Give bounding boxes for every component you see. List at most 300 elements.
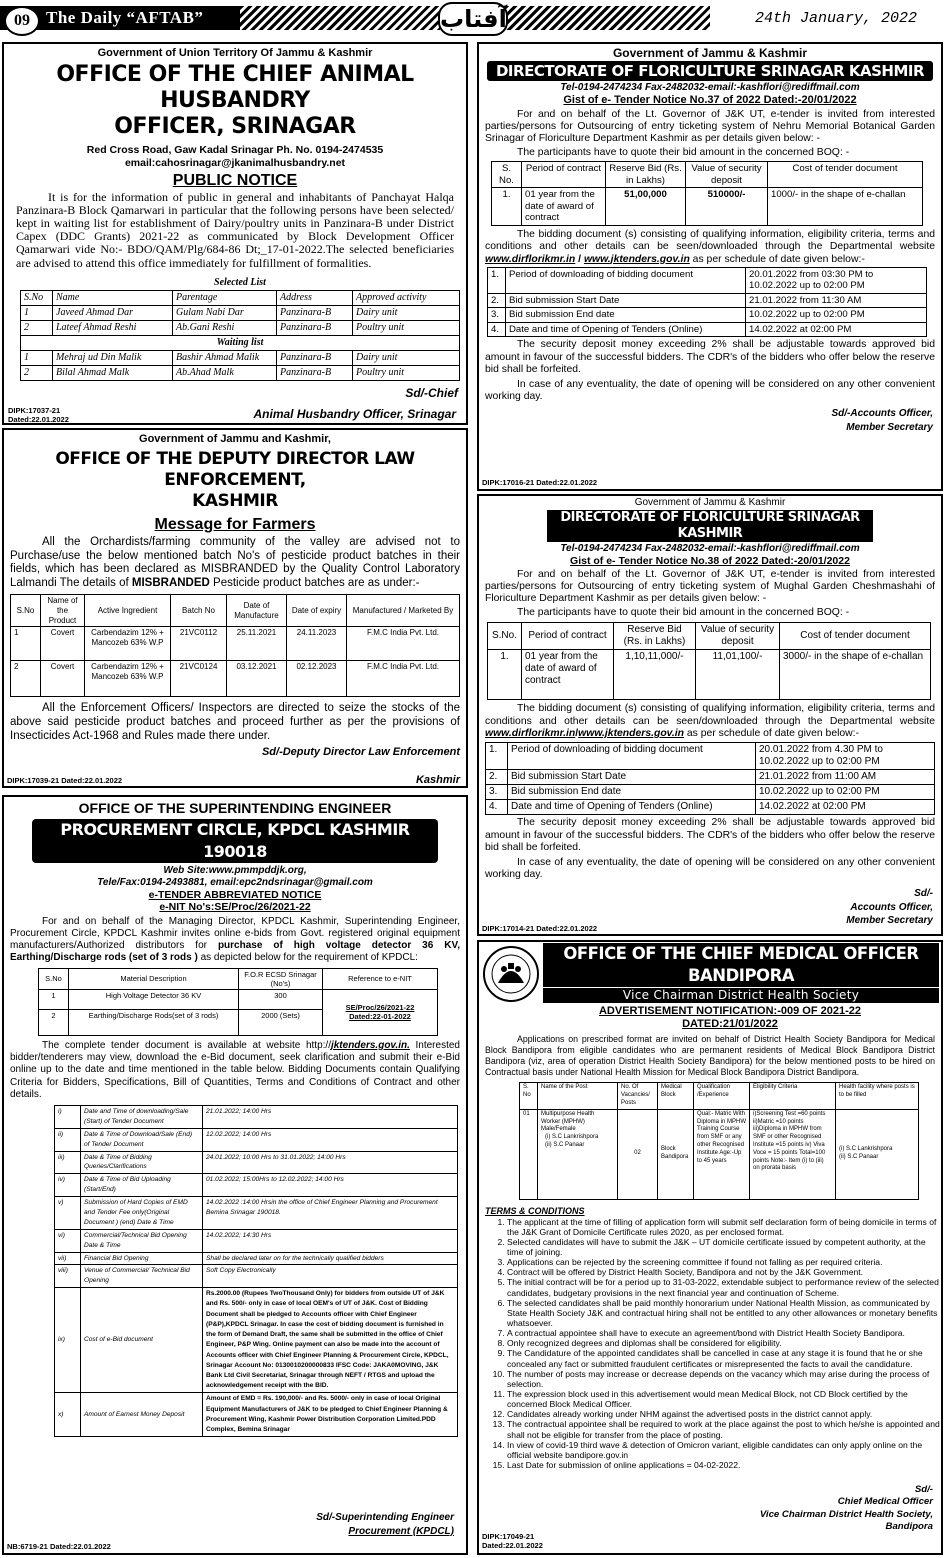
flori2-body-3 xyxy=(479,700,941,740)
cell: Earthing/Discharge Rods(set of 3 rods) xyxy=(69,1009,239,1035)
law-sign-2: Kashmir xyxy=(415,774,460,786)
cmo-post-table xyxy=(519,1082,919,1199)
masthead xyxy=(0,0,945,40)
flori2-website-separator: / xyxy=(575,728,579,740)
cell: Submission of Hard Copies of EMD and Tender Fee only(Original Document ) (end) Date & Time xyxy=(81,1197,203,1230)
cell: Ab.Ahad Malk xyxy=(173,365,277,380)
cmo-dipk xyxy=(482,1532,543,1550)
cell: Venue of Commercial/ Technical Bid Opening xyxy=(81,1265,203,1288)
flori2-body-3b: as per schedule of date given below:- xyxy=(684,728,860,740)
cell: iv) xyxy=(55,1174,81,1197)
table-row xyxy=(21,320,460,335)
cell: 2 xyxy=(21,365,53,380)
cmo-col-qualification: Qualification /Experience xyxy=(694,1083,750,1109)
kpdcl-contact: Tele/Fax:0194-2493881, email:epc2ndsrinagar@gmail.com xyxy=(97,876,373,888)
animal-husbandry-notice xyxy=(2,42,468,425)
cell: 01 year from the date of award of contract xyxy=(522,188,606,226)
cell: vi) xyxy=(55,1229,81,1252)
kpdcl-nit: e-NIT No's:SE/Proc/26/2021-22 xyxy=(159,901,311,914)
law-col-batch: Batch No xyxy=(171,595,227,627)
paper-name: The Daily “AFTAB” xyxy=(46,8,204,27)
cell xyxy=(746,267,927,293)
cell: 1. xyxy=(488,650,522,700)
cmo-advertisement-no: ADVERTISEMENT NOTIFICATION:-009 OF 2021-22 xyxy=(598,1005,861,1017)
cell: Financial Bid Opening xyxy=(81,1252,203,1265)
masthead-hatch-left xyxy=(240,6,440,30)
ahd-title-line-1: OFFICE OF THE CHIEF ANIMAL HUSBANDRY xyxy=(56,62,414,114)
table-row xyxy=(488,322,927,337)
flori2-body-1: For and on behalf of the Lt. Governor of J&K UT, e-tender is invited from interested parties/persons for Outsourcing of entry ticketing system of Mughal Garden Cheshmashahi of Floriculture Department Kashmir as per details given below: - xyxy=(485,568,935,605)
cell: Date and time of Opening of Tenders (Online) xyxy=(506,322,746,337)
cmo-dipk-no: DIPK:17049-21 xyxy=(482,1532,535,1541)
kpdcl-body-2a: The complete tender document is available at website http:// xyxy=(42,1039,331,1051)
cell: Bilal Ahmad Malk xyxy=(53,365,173,380)
cmo-terms-title: TERMS & CONDITIONS xyxy=(485,1205,585,1216)
ahd-sign-2: Animal Husbandry Officer, Srinagar xyxy=(253,407,456,421)
flori1-schedule-table xyxy=(487,267,927,338)
kpdcl-ref-2: Dated:22-01-2022 xyxy=(349,1012,411,1022)
cmo-sign-1: Chief Medical Officer xyxy=(837,1496,933,1508)
flori1-website-link-2[interactable]: www.jktenders.gov.in xyxy=(583,253,690,265)
cell: 02.12.2023 xyxy=(287,661,347,697)
table-row xyxy=(21,305,460,320)
list-item: 4. Contract will be offered by District Health Society, Bandipora and not by the J&K Government. xyxy=(507,1267,941,1277)
cell: 21.01.2022; 14:00 Hrs xyxy=(203,1106,458,1129)
flori2-body-5: In case of any eventuality, the date of opening will be considered on any other convenient working day. xyxy=(485,856,935,881)
table-row xyxy=(55,1174,458,1197)
table-row xyxy=(486,785,935,800)
flori2-website-link-2[interactable]: www.jktenders.gov.in xyxy=(578,728,685,740)
table-row xyxy=(492,188,923,226)
cell: viii) xyxy=(55,1265,81,1288)
cmo-sign-2: Vice Chairman District Health Society, xyxy=(759,1508,933,1520)
kpdcl-body-2 xyxy=(4,1036,466,1101)
flori2-sched-start: 20.01.2022 from 4.30 PM to xyxy=(759,744,883,756)
cell: 2 xyxy=(21,320,53,335)
cell: Javeed Ahmad Dar xyxy=(53,305,173,320)
cell: 51,00,000 xyxy=(606,188,686,226)
cell: 03.12.2021 xyxy=(227,661,287,697)
ahd-col-parentage: Parentage xyxy=(173,290,277,305)
cell: 21.01.2022 from 11:00 AM xyxy=(756,770,935,785)
flori2-sign-0: Sd/- xyxy=(914,888,933,900)
kpdcl-body-2c: Interested bidder/tenderers may view, download the e-Bid document, seek clarification and submit their e-Bid online up to the date and time mentioned in the table below. Bidding Documents contain Qualifying Criteria for Bidders, Specifications, Bill of Quantities, Terms and Conditions of Contract and other details. xyxy=(10,1039,460,1100)
flori1-col-sno: S. No. xyxy=(492,162,522,188)
masthead-hatch-right xyxy=(505,6,710,30)
flori2-bid-table xyxy=(487,622,931,700)
cell: 3000/- in the shape of e-challan xyxy=(780,650,931,700)
kpdcl-col-ref: Reference to e-NIT xyxy=(323,968,438,989)
cell: v) xyxy=(55,1197,81,1230)
cell xyxy=(538,1109,618,1199)
cell: 11,01,100/- xyxy=(696,650,780,700)
cmo-body: Applications on prescribed format are invited on behalf of District Health Society Bandipora for Medical Block Bandipora from eligible candidates who are permanent residents of Medical Block Bandipora District Bandipora (viz, area of operation District Health Society Bandipora) for the below mentioned posts to be hired on Contractual basis under National Health Mission for Medical Block Bandipora District Bandipora. xyxy=(485,1034,935,1078)
cell: Dairy unit xyxy=(353,350,460,365)
table-row xyxy=(488,308,927,323)
flori2-website-link-1[interactable]: www.dirflorikmr.in xyxy=(485,728,576,740)
law-government-line: Government of Jammu and Kashmir, xyxy=(139,433,331,445)
cell: 1,10,11,000/- xyxy=(614,650,696,700)
law-col-expiry: Date of expiry xyxy=(287,595,347,627)
cell: 21VC0112 xyxy=(171,627,227,661)
flori1-col-cost: Cost of tender document xyxy=(768,162,923,188)
cell: Covert xyxy=(41,627,85,661)
ahd-email: email:cahosrinagar@jkanimalhusbandry.net xyxy=(124,156,346,169)
cmo-post-sub-1: (i) S.C Lankrishpora xyxy=(545,1134,599,1141)
cell: Panzinara-B xyxy=(277,365,353,380)
cell: iii) xyxy=(55,1151,81,1174)
flori1-contact: Tel-0194-2474234 Fax-2482032-email:-kashflori@rediffmail.com xyxy=(560,82,860,94)
cell: Carbendazim 12% + Mancozeb 63% W.P xyxy=(85,627,171,661)
ahd-dipk-date: Dated:22.01.2022 xyxy=(8,415,69,424)
cell: 14.02.2022; 14:30 Hrs xyxy=(203,1229,458,1252)
kpdcl-sign-1: Sd/-Superintending Engineer xyxy=(316,1512,454,1523)
kpdcl-title-2: PROCUREMENT CIRCLE, KPDCL KASHMIR 190018 xyxy=(32,819,438,863)
law-title-line-1: OFFICE OF THE DEPUTY DIRECTOR LAW ENFORCEMENT, xyxy=(55,449,415,491)
kpdcl-tender-notice xyxy=(2,795,468,1555)
table-row xyxy=(55,1288,458,1393)
law-col-sno: S.No xyxy=(11,595,41,627)
cell: 21.01.2022 from 11:30 AM xyxy=(746,293,927,308)
flori1-government-line: Government of Jammu & Kashmir xyxy=(612,46,808,60)
flori2-government-line: Government of Jammu & Kashmir xyxy=(634,497,786,508)
cell: Covert xyxy=(41,661,85,697)
ahd-col-address: Address xyxy=(277,290,353,305)
cell: Date and Time of downloading/Sale (Start) of Tender Document xyxy=(81,1106,203,1129)
list-item: 15. Last Date for submission of online applications = 04-02-2022. xyxy=(507,1460,941,1470)
cell: F.M.C India Pvt. Ltd. xyxy=(347,661,460,697)
table-row xyxy=(55,1229,458,1252)
flori1-body-3a: The bidding document (s) consisting of qualifying information, eligibility criteria, terms and conditions and other details can be seen/downloaded through the Departmental website xyxy=(485,228,935,253)
kpdcl-nb: NB:6719-21 Dated:22.01.2022 xyxy=(7,1542,111,1551)
law-body-1 xyxy=(4,534,466,590)
ahd-heading: PUBLIC NOTICE xyxy=(172,172,298,190)
cell: Date & Time of Bidding Queries/Clarifications xyxy=(81,1151,203,1174)
law-body-1b: MISBRANDED xyxy=(131,576,210,589)
kpdcl-sign-2: Procurement (KPDCL) xyxy=(348,1525,454,1537)
list-item: 6. The selected candidates shall be paid monthly honorarium under National Health Mission, as communicated by State Health Society J&K and contractual hiring shall not be entitled to any other allowances or monetary benefits whatsoever. xyxy=(507,1298,941,1328)
cmo-facility-2: (ii) S.C Panaar xyxy=(839,1154,879,1161)
table-row xyxy=(11,661,460,697)
flori1-body-5: In case of any eventuality, the date of opening will be considered on any other convenient working day. xyxy=(485,378,935,403)
list-item: 1. The applicant at the time of filling of application form will submit self declaration form of being domicile in terms of the J&K Grant of Domicile Certificate rules 2020, as per enclosed format. xyxy=(507,1217,941,1237)
cmo-sign-3: Bandipora xyxy=(885,1521,933,1533)
flori2-dipk: DIPK:17014-21 Dated:22.01.2022 xyxy=(482,924,598,933)
flori2-col-sno: S.No. xyxy=(488,623,522,650)
flori2-sign-1: Accounts Officer, xyxy=(850,901,933,913)
list-item: 12. Candidates already working under NHM against the advertised posts in the district cannot apply. xyxy=(507,1409,941,1419)
table-row xyxy=(39,989,438,1009)
cell: Lateef Ahmad Reshi xyxy=(53,320,173,335)
ahd-col-name: Name xyxy=(53,290,173,305)
cmo-col-vacancies: No. Of Vacancies/ Posts xyxy=(618,1083,658,1109)
cell: ii) xyxy=(55,1128,81,1151)
table-row xyxy=(486,800,935,815)
cell: 1000/- in the shape of e-challan xyxy=(768,188,923,226)
cell: Date & Time of Download/Sale (End) of Tender Document xyxy=(81,1128,203,1151)
flori1-bid-table xyxy=(491,161,923,226)
ahd-selected-caption: Selected List xyxy=(21,276,460,291)
cell: Panzinara-B xyxy=(277,305,353,320)
cell: F.M.C India Pvt. Ltd. xyxy=(347,627,460,661)
table-row xyxy=(55,1106,458,1129)
flori1-website-separator: / xyxy=(575,253,584,265)
cell: Panzinara-B xyxy=(277,350,353,365)
cell: Soft Copy Electronically xyxy=(203,1265,458,1288)
table-row xyxy=(55,1393,458,1437)
cell: 300 xyxy=(239,989,323,1009)
cell: Ab.Gani Reshi xyxy=(173,320,277,335)
flori1-body-1: For and on behalf of the Lt. Governor of J&K UT, e-tender is invited from interested parties/persons for Outsourcing of entry ticketing system of Nehru Memorial Botanical Garden Srinagar of Floriculture Department Kashmir as per details given below: - xyxy=(485,108,935,145)
cmo-terms-list xyxy=(479,1217,941,1471)
law-body-2: All the Enforcement Officers/ Inspectors are directed to seize the stocks of the above said pesticide product batches and proceed further as per the provisions of Insecticides Act-1968 and Rules made there under. xyxy=(10,702,460,743)
table-row xyxy=(486,743,935,770)
law-title-line-2: KASHMIR xyxy=(192,491,278,512)
kpdcl-title-1: OFFICE OF THE SUPERINTENDING ENGINEER xyxy=(78,800,392,816)
kpdcl-col-sno: S.No xyxy=(39,968,69,989)
pesticide-table xyxy=(10,594,460,697)
kpdcl-website: Web Site:www.pmmpddjk.org, xyxy=(163,864,307,876)
kpdcl-body-1a: For and on behalf of the Managing Director, KPDCL Kashmir, Superintending Engineer, Procurement Circle, KPDCL Kashmir invites online e-bids from Govt. registered original equipment manufacturers/Authorized distributors for xyxy=(10,915,460,951)
table-row xyxy=(55,1128,458,1151)
cell: Dairy unit xyxy=(353,305,460,320)
cell: Poultry unit xyxy=(353,320,460,335)
cmo-sign-0: Sd/- xyxy=(914,1484,933,1495)
cell: 1. xyxy=(488,267,506,293)
cell: 01.02.2022; 15:00Hrs to 12.02.2022; 14:00 Hrs xyxy=(203,1174,458,1197)
flori1-body-3 xyxy=(479,226,941,266)
kpdcl-col-material: Material Description xyxy=(69,968,239,989)
cell: 21VC0124 xyxy=(171,661,227,697)
flori1-sign-1: Sd/-Accounts Officer, xyxy=(831,408,933,420)
law-col-maker: Manufactured / Marketed By xyxy=(347,595,460,627)
cmo-post-sub-2: (ii) S.C Panaar xyxy=(545,1141,585,1148)
table-row xyxy=(55,1265,458,1288)
cmo-col-sno: S. No xyxy=(520,1083,538,1109)
list-item: 14. In view of covid-19 third wave & detection of Omicron variant, eligible candidates can only apply online on the official website bandipore.gov.in xyxy=(507,1440,941,1460)
flori1-col-security: Value of security deposit xyxy=(686,162,768,188)
cell: 01 year from the date of award of contract xyxy=(522,650,614,700)
cell: Bid submission End date xyxy=(506,308,746,323)
issue-date: 24th January, 2022 xyxy=(755,10,918,27)
flori1-sign xyxy=(479,407,941,434)
cmo-dated: DATED:21/01/2022 xyxy=(682,1018,778,1031)
kpdcl-ref-cell xyxy=(323,989,438,1035)
cell: 510000/- xyxy=(686,188,768,226)
cell: 14.02.2022 :14:00 Hrsin the office of Chief Engineer Planning and Procurement Bemina Srinagar 190018. xyxy=(203,1197,458,1230)
cell: Commercial/Technical Bid Opening Date & Time xyxy=(81,1229,203,1252)
cell: Mehraj ud Din Malik xyxy=(53,350,173,365)
cell: Gulam Nabi Dar xyxy=(173,305,277,320)
cell: 12.02.2022; 14:00 Hrs xyxy=(203,1128,458,1151)
flori1-gist: Gist of e- Tender Notice No.37 of 2022 Dated:-20/01/2022 xyxy=(563,94,857,107)
cell: Cost of e-Bid document xyxy=(81,1288,203,1393)
table-row xyxy=(520,1109,919,1199)
emblem-icon xyxy=(482,945,540,1003)
table-row xyxy=(11,627,460,661)
cell: ix) xyxy=(55,1288,81,1393)
flori1-col-reserve: Reserve Bid (Rs. in Lakhs) xyxy=(606,162,686,188)
cmo-dipk-date: Dated:22.01.2022 xyxy=(482,1541,543,1550)
ahd-dipk-no: DIPK:17037-21 xyxy=(8,406,61,415)
list-item: 5. The initial contract will be for a period up to 31-03-2022, extendable subject to performance review of the selected candidates, budgetary provisions in the next financial year and continuation of Scheme. xyxy=(507,1277,941,1297)
cell: 2000 (Sets) xyxy=(239,1009,323,1035)
ahd-title-line-2: OFFICER, SRINAGAR xyxy=(114,114,356,140)
cell: 2. xyxy=(488,293,506,308)
flori2-body-2: The participants have to quote their bid amount in the concerned BOQ: - xyxy=(517,606,850,618)
cmo-col-eligibility: Eligibility Criteria xyxy=(750,1083,836,1109)
kpdcl-col-for: F.O.R ECSD Srinagar (No's) xyxy=(239,968,323,989)
flori2-sched-end: 10.02.2022 up to 02:00 PM xyxy=(759,756,880,768)
kpdcl-website-link[interactable]: jktenders.gov.in. xyxy=(330,1039,410,1051)
cell: 3. xyxy=(486,785,508,800)
cmo-bandipora-notice xyxy=(477,940,943,1555)
cell: Panzinara-B xyxy=(277,320,353,335)
table-row xyxy=(55,1252,458,1265)
cmo-sign xyxy=(760,1484,933,1534)
cell: Date and time of Opening of Tenders (Online) xyxy=(508,800,756,815)
law-col-manufacture: Date of Manufacture xyxy=(227,595,287,627)
cell: 4. xyxy=(488,322,506,337)
cell: 4. xyxy=(486,800,508,815)
flori1-body-3b: as per schedule of date given below:- xyxy=(689,253,865,265)
cell: Bid submission End date xyxy=(508,785,756,800)
list-item: 8. Only recognized degrees and diplomas shall be considered for eligibility. xyxy=(507,1338,941,1348)
cell: 1 xyxy=(11,627,41,661)
cell: Bid submission Start Date xyxy=(506,293,746,308)
kpdcl-schedule-table xyxy=(54,1105,458,1437)
flori1-sched-start: 20.01.2022 from 03:30 PM to xyxy=(749,268,874,280)
floriculture-notice-37 xyxy=(477,42,943,491)
cell: 2 xyxy=(39,1009,69,1035)
law-enforcement-notice xyxy=(2,428,468,788)
list-item: 7. A contractual appointee shall have to execute an agreement/bond with District Health Society Bandipora. xyxy=(507,1328,941,1338)
cell: 1 xyxy=(21,305,53,320)
kpdcl-body-1c: as depicted below for the requirement of KPDCL: xyxy=(197,951,418,963)
cell: Period of downloading of bidding document xyxy=(506,267,746,293)
table-row xyxy=(488,650,931,700)
page-number: 09 xyxy=(4,6,40,36)
cell: Poultry unit xyxy=(353,365,460,380)
cmo-col-facility: Health facility where posts is to be filled xyxy=(836,1083,919,1109)
cell: i)Screening Test =60 points ii)Matric =10 points iii)Diploma in MPHW from SMF or other Recognised Institute =15 points iv) Viva Voce = 15 points Total=100 points Note:- Item (i) to (iii) on prorata basis xyxy=(750,1109,836,1199)
cell xyxy=(836,1109,919,1199)
cell: 1 xyxy=(39,989,69,1009)
cell: 25.11.2021 xyxy=(227,627,287,661)
ahd-col-sno: S.No xyxy=(21,290,53,305)
cell: vii) xyxy=(55,1252,81,1265)
table-row xyxy=(486,770,935,785)
ahd-address: Red Cross Road, Gaw Kadal Srinagar Ph. No. 0194-2474535 xyxy=(86,144,384,157)
cell: 10.02.2022 up to 02:00 PM xyxy=(746,308,927,323)
list-item: 9. The Candidature of the appointed candidates shall be cancelled in case at any stage it is found that he or she concealed any fact or submitted fraudulent certificates or misrepresented the facts to avail the candidature. xyxy=(507,1348,941,1368)
flori2-col-cost: Cost of tender document xyxy=(780,623,931,650)
list-item: 10. The number of posts may increase or decrease depends on the vacancy which may arise during the process of selection. xyxy=(507,1369,941,1389)
list-item: 13. The contractual appointee shall be required to work at the place against the post to which he/she is appointed and shall not be eligible for transfer from the place of posting. xyxy=(507,1419,941,1439)
list-item: 11. The expression block used in this advertisement would mean Medical Block, not CD Block certified by the concerned Block Medical Officer. xyxy=(507,1389,941,1409)
flori1-website-link-1[interactable]: www.dirflorikmr.in xyxy=(485,253,576,265)
cell: x) xyxy=(55,1393,81,1437)
kpdcl-material-table xyxy=(38,968,438,1036)
flori2-title: DIRECTORATE OF FLORICULTURE SRINAGAR KASHMIR xyxy=(547,510,873,542)
cell: 02 xyxy=(618,1109,658,1199)
law-col-ingredient: Active Ingredient xyxy=(85,595,171,627)
cmo-subtitle: Vice Chairman District Health Society xyxy=(543,988,939,1003)
kpdcl-ref-1: SE/Proc/26/2021-22 xyxy=(345,1003,415,1013)
cell: Amount of Earnest Money Deposit xyxy=(81,1393,203,1437)
table-row xyxy=(488,293,927,308)
cmo-post-name: Multipurpose Health Worker (MPHW) Male/Female xyxy=(541,1110,595,1133)
flori2-body-3a: The bidding document (s) consisting of qualifying information, eligibility criteria, terms and conditions and other details can be seen/downloaded through the Departmental website xyxy=(485,703,935,727)
law-heading: Message for Farmers xyxy=(154,516,316,534)
cell xyxy=(756,743,935,770)
law-col-product: Name of the Product xyxy=(41,595,85,627)
cell: Shall be declared later on for the technically qualified bidders xyxy=(203,1252,458,1265)
table-row xyxy=(21,350,460,365)
cell: 1. xyxy=(486,743,508,770)
cell: Carbendazim 12% + Mancozeb 63% W.P xyxy=(85,661,171,697)
kpdcl-sign xyxy=(316,1511,454,1538)
ahd-waiting-caption: Waiting list xyxy=(21,335,460,350)
ahd-government-line: Government of Union Territory Of Jammu & Kashmir xyxy=(97,47,373,59)
flori2-schedule-table xyxy=(485,742,935,815)
cell: 10.02.2022 up to 02:00 PM xyxy=(756,785,935,800)
flori1-body-2: The participants have to quote their bid amount in the concerned BOQ: - xyxy=(517,146,850,158)
cell: Date & Time of Bid Uploading (Start/End) xyxy=(81,1174,203,1197)
cell: 24.01.2022; 10:00 Hrs to 31.01.2022; 14:00 Hrs xyxy=(203,1151,458,1174)
cell: Rs.2000.00 (Rupees TwoThousand Only) for bidders from outside UT of J&K and Rs. 500/- only in case of local OEM's of UT of J&K. Cost of Bidding Document shall be pledged to Accounts officer with Chief Engineer (P&P),KPDCL Srinagar. In case the cost of bidding document is furnished in the form of Demand Draft, the same shall be submitted in the office of Chief Engineer, P&P Wing. Online payment can also be made into the account of Accounts officer with Chief Engineer Planning & Procurement Circle, KPDCL, Srinagar Account No: 0130010200000833 IFSC Code: JAKA0MOVING, J&K Bank Ltd Civil Secretariat, Srinagar through NEFT / RTGS and upload the acknowledgement receipt with the BID. xyxy=(203,1288,458,1393)
cell: Bid submission Start Date xyxy=(508,770,756,785)
cell: Period of downloading of bidding document xyxy=(508,743,756,770)
cell: 1. xyxy=(492,188,522,226)
cell: Bashir Ahmad Malik xyxy=(173,350,277,365)
cell: 14.02.2022 at 02:00 PM xyxy=(756,800,935,815)
law-body-1a: All the Orchardists/farming community of the valley are advised not to Purchase/use the below mentioned batch No's of pesticide product batches in their fields, which has been declared as MISBRANDED by the Quality Control Laboratory Lalmandi The details of xyxy=(10,536,460,589)
list-item: 2. Selected candidates will have to submit the J&K – UT domicile certificate issued by competent authority, at the time of joining. xyxy=(507,1237,941,1257)
cell: High Voltage Detector 36 KV xyxy=(69,989,239,1009)
flori1-sign-2: Member Secretary xyxy=(846,421,933,433)
table-row xyxy=(55,1151,458,1174)
ahd-beneficiary-table xyxy=(20,276,460,381)
flori1-dipk: DIPK:17016-21 Dated:22.01.2022 xyxy=(482,478,598,487)
newspaper-logo: آفتاب xyxy=(438,2,508,36)
cmo-title: OFFICE OF THE CHIEF MEDICAL OFFICER BANDIPORA xyxy=(543,943,939,987)
cell: 2 xyxy=(11,661,41,697)
ahd-sign-1: Sd/-Chief xyxy=(405,385,458,400)
flori2-body-4: The security deposit money exceeding 2% shall be adjustable towards approved bid amount in favour of the successful bidders. The CDR's of the bidders who offer below the reserve bid shall be forfeited. xyxy=(485,817,935,854)
flori2-contact: Tel-0194-2474234 Fax-2482032-email:-kashflori@rediffmail.com xyxy=(560,543,860,554)
cmo-col-post: Name of the Post xyxy=(538,1083,618,1109)
list-item: 3. Applications can be rejected by the screening committee if found not falling as per required criteria. xyxy=(507,1257,941,1267)
flori1-col-period: Period of contract xyxy=(522,162,606,188)
cmo-col-block: Medical Block xyxy=(658,1083,694,1109)
cell: Qual:- Matric With Diploma in MPHW Training Course from SMF or any other Recognised Institute Age:-Up to 45 years xyxy=(694,1109,750,1199)
flori1-title: DIRECTORATE OF FLORICULTURE SRINAGAR KASHMIR xyxy=(487,61,933,81)
law-sign-1: Sd/-Deputy Director Law Enforcement xyxy=(261,746,460,759)
cell: Amount of EMD = Rs. 190,000/- and Rs. 5000/- only in case of local Original Equipment Manufacturers of J&K to be pledged to Chief Engineer Planning & Procurement Wing, Kashmir Power Distribution Corporation Limited.PDD Complex, Bemina Srinagar xyxy=(203,1393,458,1437)
flori2-gist: Gist of e- Tender Notice No.38 of 2022 Dated:-20/01/2022 xyxy=(570,555,850,567)
law-dipk: DIPK:17039-21 Dated:22.01.2022 xyxy=(7,776,123,785)
cell: Block Bandipora xyxy=(658,1109,694,1199)
cell: 2. xyxy=(486,770,508,785)
flori2-col-period: Period of contract xyxy=(522,623,614,650)
table-row xyxy=(488,267,927,293)
cell: 14.02.2022 at 02:00 PM xyxy=(746,322,927,337)
floriculture-notice-38 xyxy=(477,494,943,936)
flori2-sign-2: Member Secretary xyxy=(846,915,933,927)
kpdcl-body-1 xyxy=(4,914,466,964)
flori2-sign xyxy=(479,887,941,928)
